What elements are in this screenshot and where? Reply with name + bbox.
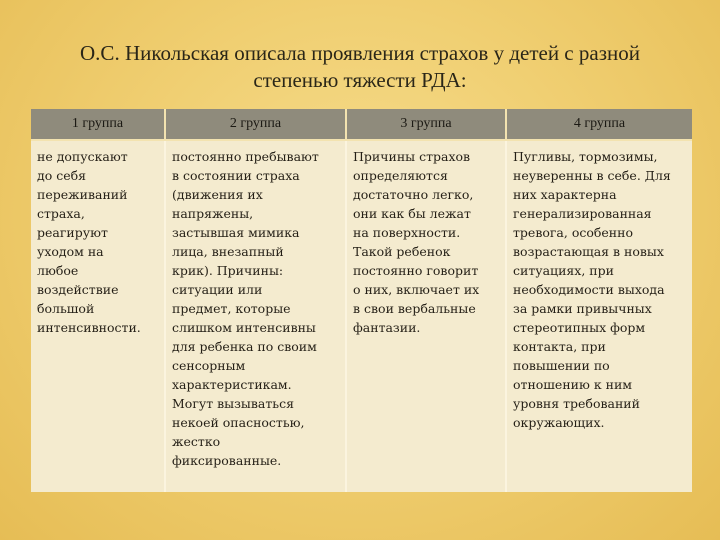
cell-text: не допускают до себя переживаний страха, реагируют уходом на любое воздействие большой интенсивности.: [37, 149, 141, 335]
header-group-2: 2 группа: [166, 109, 347, 141]
cell-text: Причины страхов определяются достаточно легко, они как бы лежат на поверхности. Такой ребенок постоянно говорит о них, включает их в свои вербальные фантазии.: [353, 149, 480, 335]
table-header-row: [31, 109, 692, 141]
cell-text: постоянно пребывают в состоянии страха (движения их напряжены, застывшая мимика лица, внезапный крик). Причины: ситуации или предмет, которые слишком интенсивны для ребенка по своим сенсорным характеристикам. Могут вызываться некоей опасностью, жестко фиксированные.: [172, 149, 319, 468]
fears-table: [31, 109, 692, 492]
cell-group-4: [507, 141, 692, 492]
cell-group-1: [31, 141, 166, 492]
header-group-4: 4 группа: [507, 109, 692, 141]
header-group-3: 3 группа: [347, 109, 507, 141]
cell-group-2: [166, 141, 347, 492]
slide-title: О.С. Никольская описала проявления страхов у детей с разной степенью тяжести РДА:: [80, 41, 640, 92]
cell-text: Пугливы, тормозимы, неуверенны в себе. Для них характерна генерализированная тревога, особенно возрастающая в новых ситуациях, при необходимости выхода за рамки привычных стереотипных форм контакта, при повышении по отношению к ним уровня требований окружающих.: [513, 149, 671, 430]
cell-group-3: [347, 141, 507, 492]
table-row: [31, 141, 692, 492]
header-group-1: 1 группа: [31, 109, 166, 141]
